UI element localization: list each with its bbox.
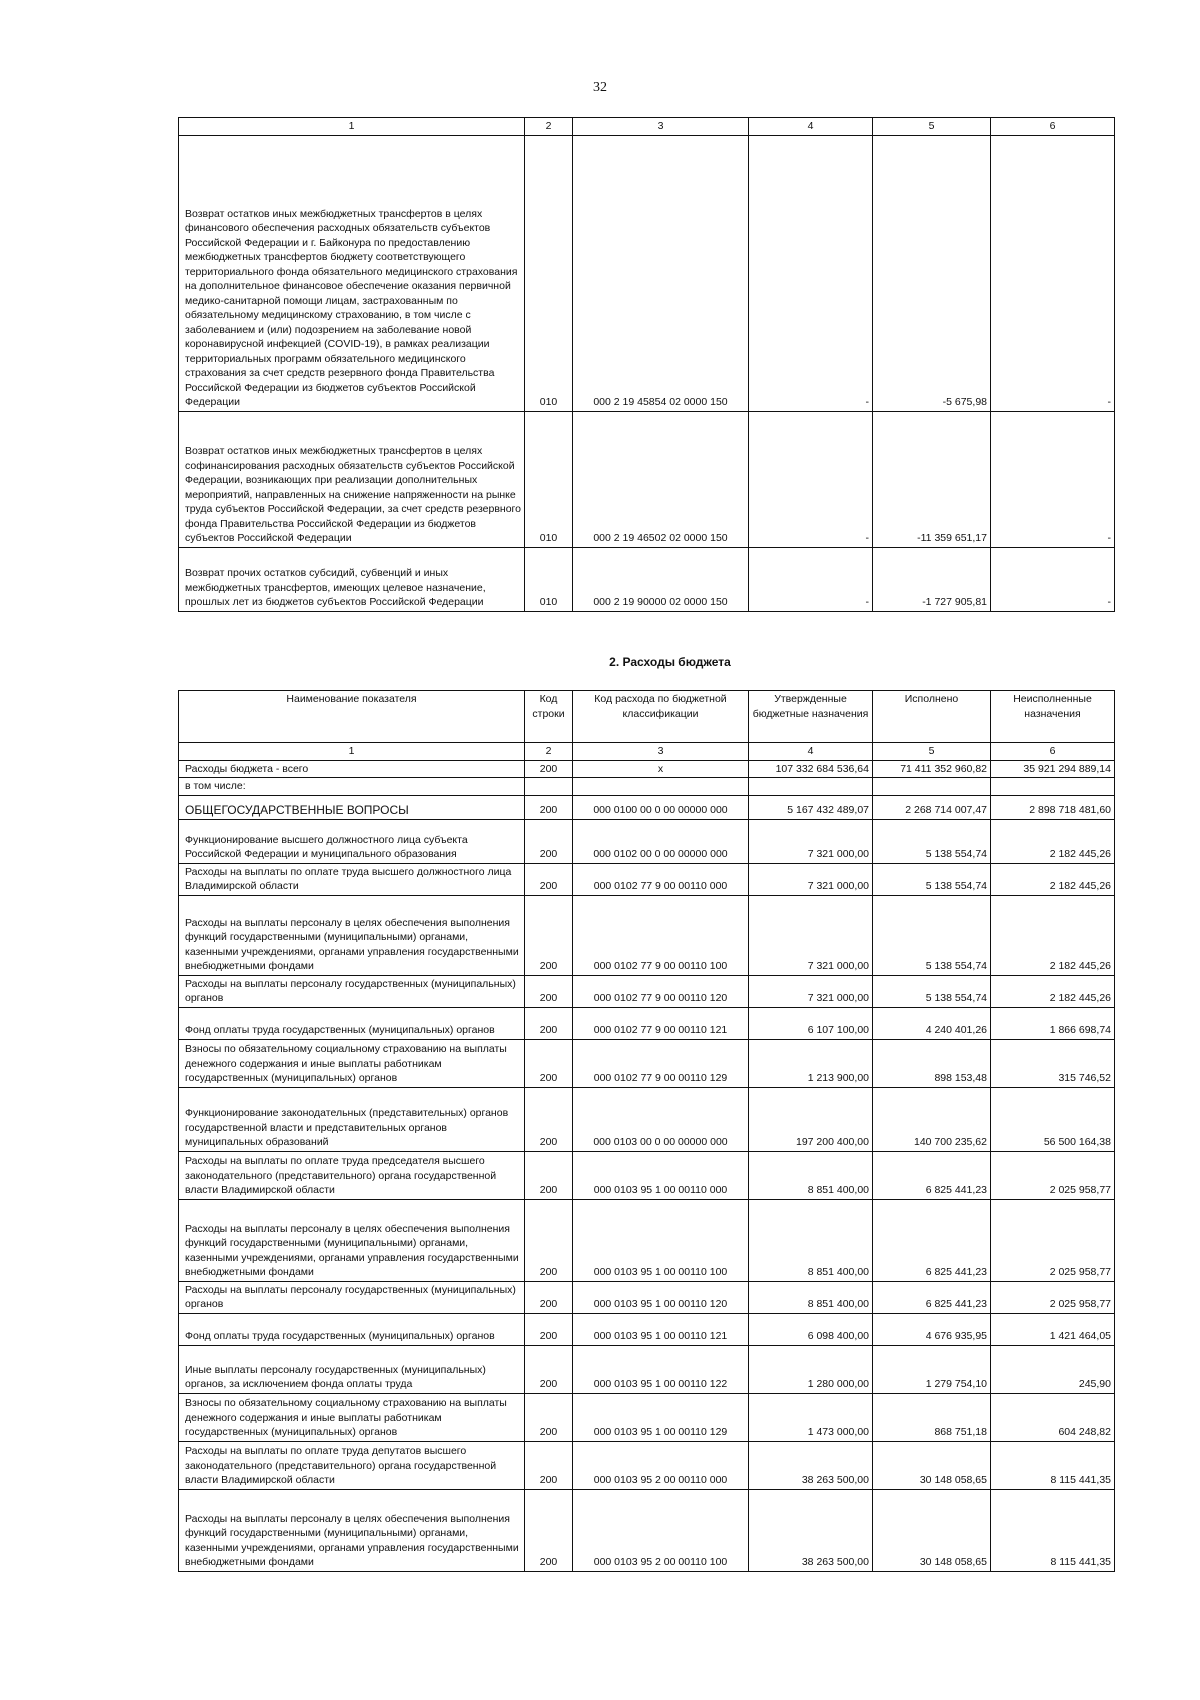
table-row	[179, 975, 1115, 1007]
row-name: Расходы на выплаты персоналу в целях обеспечения выполнения функций государственными (муниципальными) органами, казенными учреждениями, органами управления государственными внебюджетными фондами	[179, 895, 525, 975]
row-approved: 1 280 000,00	[749, 1345, 873, 1393]
table-row	[179, 1313, 1115, 1345]
row-name: Расходы бюджета - всего	[179, 760, 525, 778]
row-approved: 197 200 400,00	[749, 1087, 873, 1151]
table-row	[179, 1199, 1115, 1281]
row-name: Расходы на выплаты по оплате труда депутатов высшего законодательного (представительного) органа государственной власти Владимирской области	[179, 1441, 525, 1489]
row-approved: 7 321 000,00	[749, 863, 873, 895]
row-unexecuted: -	[991, 411, 1115, 547]
header-row	[179, 691, 1115, 743]
row-unexecuted: 1 421 464,05	[991, 1313, 1115, 1345]
row-budget-code: 000 0102 00 0 00 00000 000	[573, 819, 749, 863]
row-executed: 1 279 754,10	[873, 1345, 991, 1393]
section-title: 2. Расходы бюджета	[609, 655, 731, 669]
table-row	[179, 1087, 1115, 1151]
row-unexecuted: 245,90	[991, 1345, 1115, 1393]
row-line-code: 200	[525, 1087, 573, 1151]
row-line-code: 010	[525, 135, 573, 411]
row-name: Взносы по обязательному социальному страхованию на выплаты денежного содержания и иные выплаты работникам государственных (муниципальных) органов	[179, 1039, 525, 1087]
table-row	[179, 1039, 1115, 1087]
row-unexecuted: 56 500 164,38	[991, 1087, 1115, 1151]
row-line-code: 200	[525, 1007, 573, 1039]
row-line-code: 200	[525, 1393, 573, 1441]
row-budget-code: 000 0103 95 1 00 00110 122	[573, 1345, 749, 1393]
row-executed: 140 700 235,62	[873, 1087, 991, 1151]
row-line-code: 200	[525, 1199, 573, 1281]
row-budget-code: 000 0103 95 1 00 00110 121	[573, 1313, 749, 1345]
row-executed: -11 359 651,17	[873, 411, 991, 547]
header-name: Наименование показателя	[179, 691, 525, 743]
row-executed: 5 138 554,74	[873, 895, 991, 975]
row-unexecuted: 2 025 958,77	[991, 1281, 1115, 1313]
row-line-code: 200	[525, 1151, 573, 1199]
row-budget-code: 000 0102 77 9 00 00110 121	[573, 1007, 749, 1039]
row-line-code: 200	[525, 795, 573, 819]
column-index: 6	[991, 743, 1115, 761]
row-name: Расходы на выплаты по оплате труда высшего должностного лица Владимирской области	[179, 863, 525, 895]
row-line-code: 010	[525, 547, 573, 611]
column-index: 2	[525, 118, 573, 136]
row-executed: 4 240 401,26	[873, 1007, 991, 1039]
header-executed: Исполнено	[873, 691, 991, 743]
table-row	[179, 1393, 1115, 1441]
column-index: 5	[873, 743, 991, 761]
column-index: 5	[873, 118, 991, 136]
column-index: 1	[179, 118, 525, 136]
row-approved: 8 851 400,00	[749, 1151, 873, 1199]
row-unexecuted: 604 248,82	[991, 1393, 1115, 1441]
column-index: 3	[573, 118, 749, 136]
row-line-code: 200	[525, 863, 573, 895]
row-line-code: 200	[525, 1441, 573, 1489]
row-name: Возврат прочих остатков субсидий, субвенций и иных межбюджетных трансфертов, имеющих целевое назначение, прошлых лет из бюджетов субъектов Российской Федерации	[179, 547, 525, 611]
row-unexecuted: 2 898 718 481,60	[991, 795, 1115, 819]
table-row	[179, 135, 1115, 411]
row-executed: 5 138 554,74	[873, 819, 991, 863]
row-approved: 7 321 000,00	[749, 975, 873, 1007]
row-budget-code: 000 0102 77 9 00 00110 129	[573, 1039, 749, 1087]
row-name: Фонд оплаты труда государственных (муниципальных) органов	[179, 1007, 525, 1039]
row-name: ОБЩЕГОСУДАРСТВЕННЫЕ ВОПРОСЫ	[179, 795, 525, 819]
row-approved: 5 167 432 489,07	[749, 795, 873, 819]
row-approved: 107 332 684 536,64	[749, 760, 873, 778]
row-approved: -	[749, 135, 873, 411]
row-approved: 1 213 900,00	[749, 1039, 873, 1087]
column-index: 3	[573, 743, 749, 761]
budget-expenses-table	[178, 690, 1115, 1572]
row-executed: 5 138 554,74	[873, 863, 991, 895]
table-row	[179, 895, 1115, 975]
column-index: 6	[991, 118, 1115, 136]
table-row	[179, 1345, 1115, 1393]
total-row	[179, 760, 1115, 778]
row-unexecuted: 2 182 445,26	[991, 895, 1115, 975]
row-unexecuted: 2 182 445,26	[991, 863, 1115, 895]
row-unexecuted: 2 025 958,77	[991, 1151, 1115, 1199]
row-unexecuted: 8 115 441,35	[991, 1441, 1115, 1489]
row-name: Расходы на выплаты персоналу в целях обеспечения выполнения функций государственными (муниципальными) органами, казенными учреждениями, органами управления государственными внебюджетными фондами	[179, 1199, 525, 1281]
column-index-row	[179, 743, 1115, 761]
row-unexecuted: 35 921 294 889,14	[991, 760, 1115, 778]
row-budget-code: 000 0103 00 0 00 00000 000	[573, 1087, 749, 1151]
column-index: 4	[749, 118, 873, 136]
table-row	[179, 1281, 1115, 1313]
row-approved: 38 263 500,00	[749, 1441, 873, 1489]
row-executed: 30 148 058,65	[873, 1441, 991, 1489]
row-executed: 898 153,48	[873, 1039, 991, 1087]
row-executed: 4 676 935,95	[873, 1313, 991, 1345]
row-line-code: 200	[525, 1313, 573, 1345]
row-line-code: 200	[525, 1039, 573, 1087]
row-name: Фонд оплаты труда государственных (муниципальных) органов	[179, 1313, 525, 1345]
row-executed: 6 825 441,23	[873, 1281, 991, 1313]
row-name: Возврат остатков иных межбюджетных трансфертов в целях финансового обеспечения расходных обязательств субъектов Российской Федерации и г. Байконура по предоставлению межбюджетных трансфертов бюджету соответствующего территориального фонда обязательного медицинского страхования на дополнительное финансовое обеспечение оказания первичной медико-санитарной помощи лицам, застрахованным по обязательному медицинскому страхованию, в том числе с заболеванием и (или) подозрением на заболевание новой коронавирусной инфекцией (COVID-19), в рамках реализации территориальных программ обязательного медицинского страхования за счет средств резервного фонда Правительства Российской Федерации из бюджетов субъектов Российской Федерации	[179, 135, 525, 411]
row-unexecuted: 315 746,52	[991, 1039, 1115, 1087]
row-budget-code: 000 0100 00 0 00 00000 000	[573, 795, 749, 819]
row-budget-code: 000 2 19 90000 02 0000 150	[573, 547, 749, 611]
column-index: 2	[525, 743, 573, 761]
row-approved: 1 473 000,00	[749, 1393, 873, 1441]
column-index-row	[179, 118, 1115, 136]
row-name: Функционирование законодательных (представительных) органов государственной власти и представительных органов муниципальных образований	[179, 1087, 525, 1151]
row-approved: -	[749, 547, 873, 611]
row-budget-code: 000 0103 95 1 00 00110 120	[573, 1281, 749, 1313]
header-unexecuted: Неисполненные назначения	[991, 691, 1115, 743]
row-line-code: 200	[525, 1281, 573, 1313]
row-line-code: 200	[525, 975, 573, 1007]
revenue-returns-table	[178, 117, 1115, 612]
row-approved: 7 321 000,00	[749, 819, 873, 863]
column-index: 1	[179, 743, 525, 761]
row-executed: 30 148 058,65	[873, 1489, 991, 1571]
row-approved: 7 321 000,00	[749, 895, 873, 975]
row-name: Возврат остатков иных межбюджетных трансфертов в целях софинансирования расходных обязательств субъектов Российской Федерации, возникающих при реализации дополнительных мероприятий, направленных на снижение напряженности на рынке труда субъектов Российской Федерации, за счет средств резервного фонда Правительства Российской Федерации из бюджетов субъектов Российской Федерации	[179, 411, 525, 547]
row-budget-code: 000 0102 77 9 00 00110 120	[573, 975, 749, 1007]
header-approved: Утвержденные бюджетные назначения	[749, 691, 873, 743]
row-budget-code: 000 0103 95 1 00 00110 000	[573, 1151, 749, 1199]
row-executed: 5 138 554,74	[873, 975, 991, 1007]
row-name: Функционирование высшего должностного лица субъекта Российской Федерации и муниципального образования	[179, 819, 525, 863]
row-unexecuted: 1 866 698,74	[991, 1007, 1115, 1039]
row-executed: -1 727 905,81	[873, 547, 991, 611]
table-row	[179, 1007, 1115, 1039]
row-budget-code: 000 0103 95 1 00 00110 100	[573, 1199, 749, 1281]
row-line-code: 010	[525, 411, 573, 547]
row-line-code: 200	[525, 1345, 573, 1393]
row-name: Расходы на выплаты персоналу государственных (муниципальных) органов	[179, 975, 525, 1007]
row-executed: 71 411 352 960,82	[873, 760, 991, 778]
header-budget-code: Код расхода по бюджетной классификации	[573, 691, 749, 743]
row-executed: 6 825 441,23	[873, 1199, 991, 1281]
row-unexecuted: -	[991, 547, 1115, 611]
row-approved: -	[749, 411, 873, 547]
row-name: Иные выплаты персоналу государственных (муниципальных) органов, за исключением фонда оплаты труда	[179, 1345, 525, 1393]
row-budget-code: 000 0103 95 2 00 00110 100	[573, 1489, 749, 1571]
row-budget-code: 000 0103 95 2 00 00110 000	[573, 1441, 749, 1489]
table-row	[179, 819, 1115, 863]
row-unexecuted: 2 025 958,77	[991, 1199, 1115, 1281]
row-line-code: 200	[525, 819, 573, 863]
row-budget-code: x	[573, 760, 749, 778]
row-unexecuted: 2 182 445,26	[991, 975, 1115, 1007]
table-row	[179, 1441, 1115, 1489]
row-unexecuted: 8 115 441,35	[991, 1489, 1115, 1571]
table-row	[179, 1489, 1115, 1571]
row-budget-code: 000 0102 77 9 00 00110 000	[573, 863, 749, 895]
row-name: в том числе:	[179, 778, 525, 796]
row-unexecuted: 2 182 445,26	[991, 819, 1115, 863]
row-budget-code: 000 0103 95 1 00 00110 129	[573, 1393, 749, 1441]
row-line-code: 200	[525, 760, 573, 778]
row-unexecuted: -	[991, 135, 1115, 411]
row-executed: -5 675,98	[873, 135, 991, 411]
row-approved: 6 107 100,00	[749, 1007, 873, 1039]
row-budget-code: 000 2 19 45854 02 0000 150	[573, 135, 749, 411]
row-name: Расходы на выплаты персоналу государственных (муниципальных) органов	[179, 1281, 525, 1313]
row-approved: 8 851 400,00	[749, 1281, 873, 1313]
table-row	[179, 411, 1115, 547]
table-row	[179, 1151, 1115, 1199]
row-line-code: 200	[525, 1489, 573, 1571]
column-index: 4	[749, 743, 873, 761]
row-approved: 8 851 400,00	[749, 1199, 873, 1281]
row-name: Расходы на выплаты по оплате труда председателя высшего законодательного (представительного) органа государственной власти Владимирской области	[179, 1151, 525, 1199]
row-executed: 2 268 714 007,47	[873, 795, 991, 819]
row-approved: 38 263 500,00	[749, 1489, 873, 1571]
page-number: 32	[593, 80, 607, 95]
table-row	[179, 547, 1115, 611]
row-name: Расходы на выплаты персоналу в целях обеспечения выполнения функций государственными (муниципальными) органами, казенными учреждениями, органами управления государственными внебюджетными фондами	[179, 1489, 525, 1571]
row-line-code: 200	[525, 895, 573, 975]
row-executed: 6 825 441,23	[873, 1151, 991, 1199]
row-budget-code: 000 2 19 46502 02 0000 150	[573, 411, 749, 547]
header-line-code: Код строки	[525, 691, 573, 743]
table-row	[179, 863, 1115, 895]
row-budget-code: 000 0102 77 9 00 00110 100	[573, 895, 749, 975]
table-row	[179, 795, 1115, 819]
in-that-number-row	[179, 778, 1115, 796]
row-executed: 868 751,18	[873, 1393, 991, 1441]
row-name: Взносы по обязательному социальному страхованию на выплаты денежного содержания и иные выплаты работникам государственных (муниципальных) органов	[179, 1393, 525, 1441]
row-approved: 6 098 400,00	[749, 1313, 873, 1345]
